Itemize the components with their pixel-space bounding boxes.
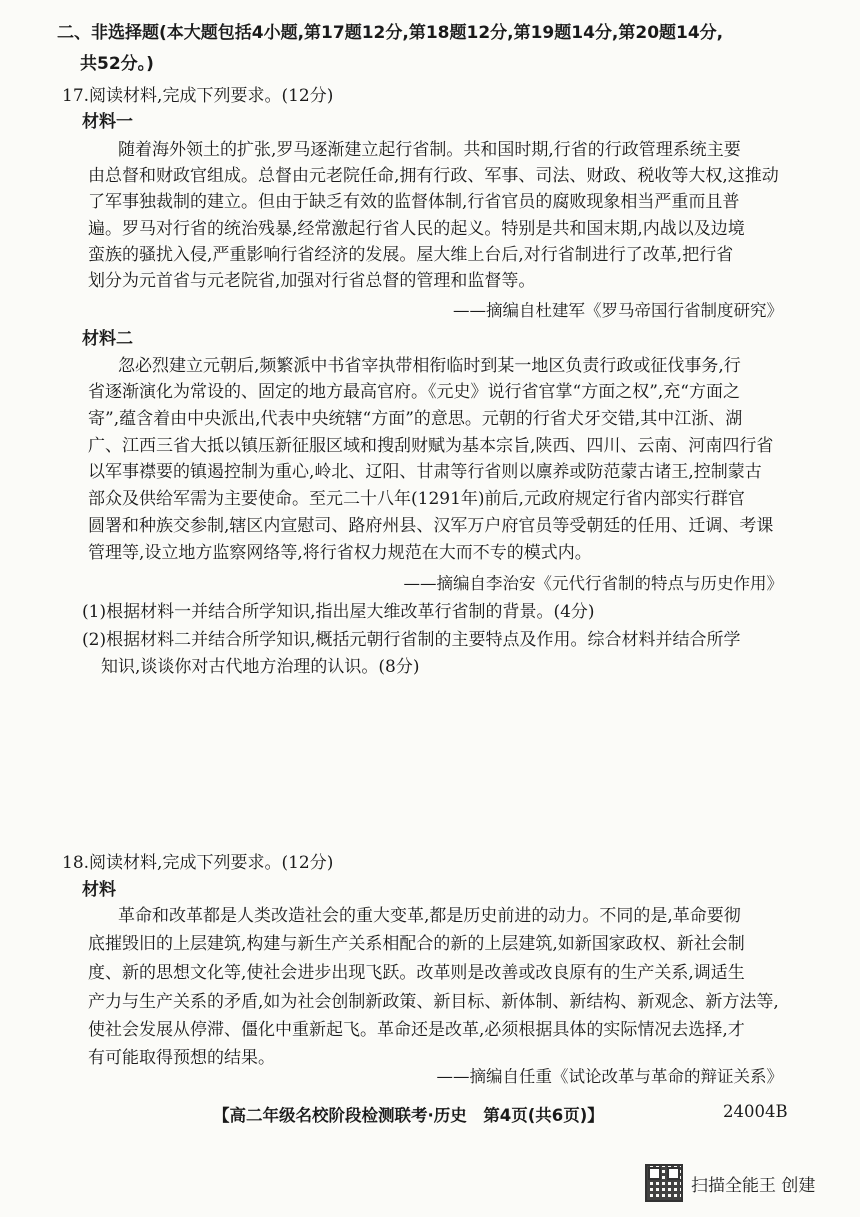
q17-material2-body bbox=[88, 353, 788, 568]
q17-m1-line: 随着海外领土的扩张,罗马逐渐建立起行省制。共和国时期,行省的行政管理系统主要 bbox=[118, 140, 741, 160]
scanner-watermark: 扫描全能王 创建 bbox=[691, 1176, 816, 1196]
q17-m2-line: 忽必烈建立元朝后,频繁派中书省宰执带相衔临时到某一地区负责行政或征伐事务,行 bbox=[118, 356, 741, 376]
q18-m-line: 度、新的思想文化等,使社会进步出现飞跃。改革则是改善或改良原有的生产关系,调适生 bbox=[88, 963, 745, 983]
q17-m2-line: 圆署和种族交参制,辖区内宣慰司、路府州县、汉军万户府官员等受朝廷的任用、迁调、考课 bbox=[88, 516, 774, 536]
q17-material2-source: ——摘编自李治安《元代行省制的特点与历史作用》 bbox=[403, 574, 783, 593]
q17-sub-question-1: (1)根据材料一并结合所学知识,指出屋大维改革行省制的背景。(4分) bbox=[82, 602, 595, 622]
q17-title: 17.阅读材料,完成下列要求。(12分) bbox=[62, 86, 334, 106]
q18-title: 18.阅读材料,完成下列要求。(12分) bbox=[62, 853, 334, 873]
qr-code-icon bbox=[645, 1164, 683, 1202]
q17-m2-line: 省逐渐演化为常设的、固定的地方最高官府。《元史》说行省官掌“方面之权”,充“方面之 bbox=[88, 382, 740, 402]
q17-material1-body bbox=[88, 137, 788, 297]
q17-m2-line: 管理等,设立地方监察网络等,将行省权力规范在大而不专的模式内。 bbox=[88, 543, 592, 563]
q18-m-line: 产力与生产关系的矛盾,如为社会创制新政策、新目标、新体制、新结构、新观念、新方法等, bbox=[88, 992, 779, 1012]
page-footer-title: 【高二年级名校阶段检测联考·历史 第4页(共6页)】 bbox=[213, 1106, 604, 1125]
q18-m-line: 有可能取得预想的结果。 bbox=[88, 1048, 275, 1068]
q17-m1-line: 了军事独裁制的建立。但由于缺乏有效的监督体制,行省官员的腐败现象相当严重而且普 bbox=[88, 192, 740, 212]
q18-material-body bbox=[88, 903, 788, 1068]
section-header-line1: 二、非选择题(本大题包括4小题,第17题12分,第18题12分,第19题14分,第20题14分, bbox=[57, 23, 724, 43]
q18-m-line: 使社会发展从停滞、僵化中重新起飞。革命还是改革,必须根据具体的实际情况去选择,才 bbox=[88, 1020, 745, 1040]
q17-material1-source-row bbox=[88, 298, 783, 324]
q17-m1-line: 划分为元首省与元老院省,加强对行省总督的管理和监督等。 bbox=[88, 271, 536, 291]
q17-m1-line: 由总督和财政官组成。总督由元老院任命,拥有行政、军事、司法、财政、税收等大权,这推动 bbox=[88, 166, 779, 186]
q17-material1-label: 材料一 bbox=[82, 112, 133, 132]
q18-material-label: 材料 bbox=[82, 880, 116, 900]
q17-material2-source-row bbox=[88, 571, 783, 597]
q18-material-source: ——摘编自任重《试论改革与革命的辩证关系》 bbox=[436, 1067, 783, 1086]
q17-m2-line: 广、江西三省大抵以镇压新征服区域和搜刮财赋为基本宗旨,陕西、四川、云南、河南四行省 bbox=[88, 436, 774, 456]
q17-m2-line: 以军事襟要的镇遏控制为重心,岭北、辽阳、甘肃等行省则以廪养或防范蒙古诸王,控制蒙古 bbox=[88, 462, 762, 482]
q18-m-line: 底摧毁旧的上层建筑,构建与新生产关系相配合的新的上层建筑,如新国家政权、新社会制 bbox=[88, 934, 745, 954]
q17-material1-source: ——摘编自杜建军《罗马帝国行省制度研究》 bbox=[453, 301, 783, 320]
q17-m1-line: 蛮族的骚扰入侵,严重影响行省经济的发展。屋大维上台后,对行省制进行了改革,把行省 bbox=[88, 245, 734, 265]
q17-sub-question-2-line1: (2)根据材料二并结合所学知识,概括元朝行省制的主要特点及作用。综合材料并结合所学 bbox=[82, 630, 741, 650]
q17-sub-question-2-line2: 知识,谈谈你对古代地方治理的认识。(8分) bbox=[101, 657, 420, 677]
q17-m2-line: 寄”,蕴含着由中央派出,代表中央统辖“方面”的意思。元朝的行省犬牙交错,其中江浙、湖 bbox=[88, 409, 743, 429]
section-header-line2: 共52分。) bbox=[80, 54, 154, 74]
q18-m-line: 革命和改革都是人类改造社会的重大变革,都是历史前进的动力。不同的是,革命要彻 bbox=[118, 906, 741, 926]
q17-m1-line: 遍。罗马对行省的统治残暴,经常激起行省人民的起义。特别是共和国末期,内战以及边境 bbox=[88, 219, 745, 239]
paper-code: 24004B bbox=[723, 1102, 788, 1121]
q18-material-source-row bbox=[88, 1064, 783, 1090]
q17-m2-line: 部众及供给军需为主要使命。至元二十八年(1291年)前后,元政府规定行省内部实行群官 bbox=[88, 489, 745, 509]
q17-material2-label: 材料二 bbox=[82, 329, 133, 349]
